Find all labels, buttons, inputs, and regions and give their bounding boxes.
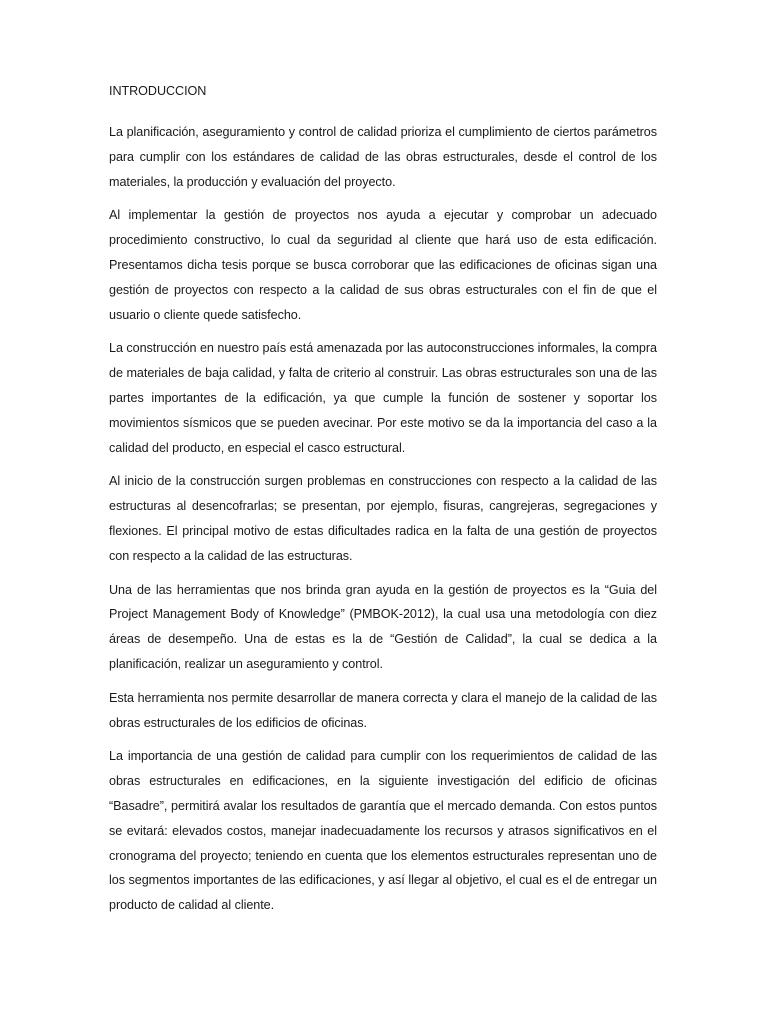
paragraph-5: Una de las herramientas que nos brinda gran ayuda en la gestión de proyectos es la “Guia del Project Management Body of Knowledge” (PMBOK-2012), la cual usa una metodología con diez áreas de desempeño. Una de estas es la de “Gestión de Calidad”, la cual se dedica a la planificación, realizar un aseguramiento y control. (109, 582, 657, 671)
section-heading: INTRODUCCION (109, 84, 207, 98)
paragraph-2: Al implementar la gestión de proyectos nos ayuda a ejecutar y comprobar un adecuado procedimiento constructivo, lo cual da seguridad al cliente que hará uso de esta edificación. Presentamos dicha tesis porque se busca corroborar que las edificaciones de oficinas sigan una gestión de proyectos con respecto a la calidad de sus obras estructurales con el fin de que el usuario o cliente quede satisfecho. (109, 208, 657, 322)
paragraph-6: Esta herramienta nos permite desarrollar de manera correcta y clara el manejo de la calidad de las obras estructurales de los edificios de oficinas. (109, 690, 657, 730)
document-page (109, 78, 657, 927)
paragraph-7: La importancia de una gestión de calidad para cumplir con los requerimientos de calidad de las obras estructurales en edificaciones, en la siguiente investigación del edificio de oficinas “Basadre”, permitirá avalar los resultados de garantía que el mercado demanda. Con estos puntos se evitará: elevados costos, manejar inadecuadamente los recursos y atrasos significativos en el cronograma del proyecto; teniendo en cuenta que los elementos estructurales representan uno de los segmentos importantes de las edificaciones, y así llegar al objetivo, el cual es el de entregar un producto de calidad al cliente. (109, 749, 657, 913)
paragraph-3: La construcción en nuestro país está amenazada por las autoconstrucciones informales, la compra de materiales de baja calidad, y falta de criterio al construir. Las obras estructurales son una de las partes importantes de la edificación, ya que cumple la función de sostener y soportar los movimientos sísmicos que se pueden avecinar. Por este motivo se da la importancia del caso a la calidad del producto, en especial el casco estructural. (109, 341, 657, 455)
paragraph-4: Al inicio de la construcción surgen problemas en construcciones con respecto a la calidad de las estructuras al desencofrarlas; se presentan, por ejemplo, fisuras, cangrejeras, segregaciones y flexiones. El principal motivo de estas dificultades radica en la falta de una gestión de proyectos con respecto a la calidad de las estructuras. (109, 474, 657, 563)
paragraph-1: La planificación, aseguramiento y control de calidad prioriza el cumplimiento de ciertos parámetros para cumplir con los estándares de calidad de las obras estructurales, desde el control de los materiales, la producción y evaluación del proyecto. (109, 125, 657, 189)
